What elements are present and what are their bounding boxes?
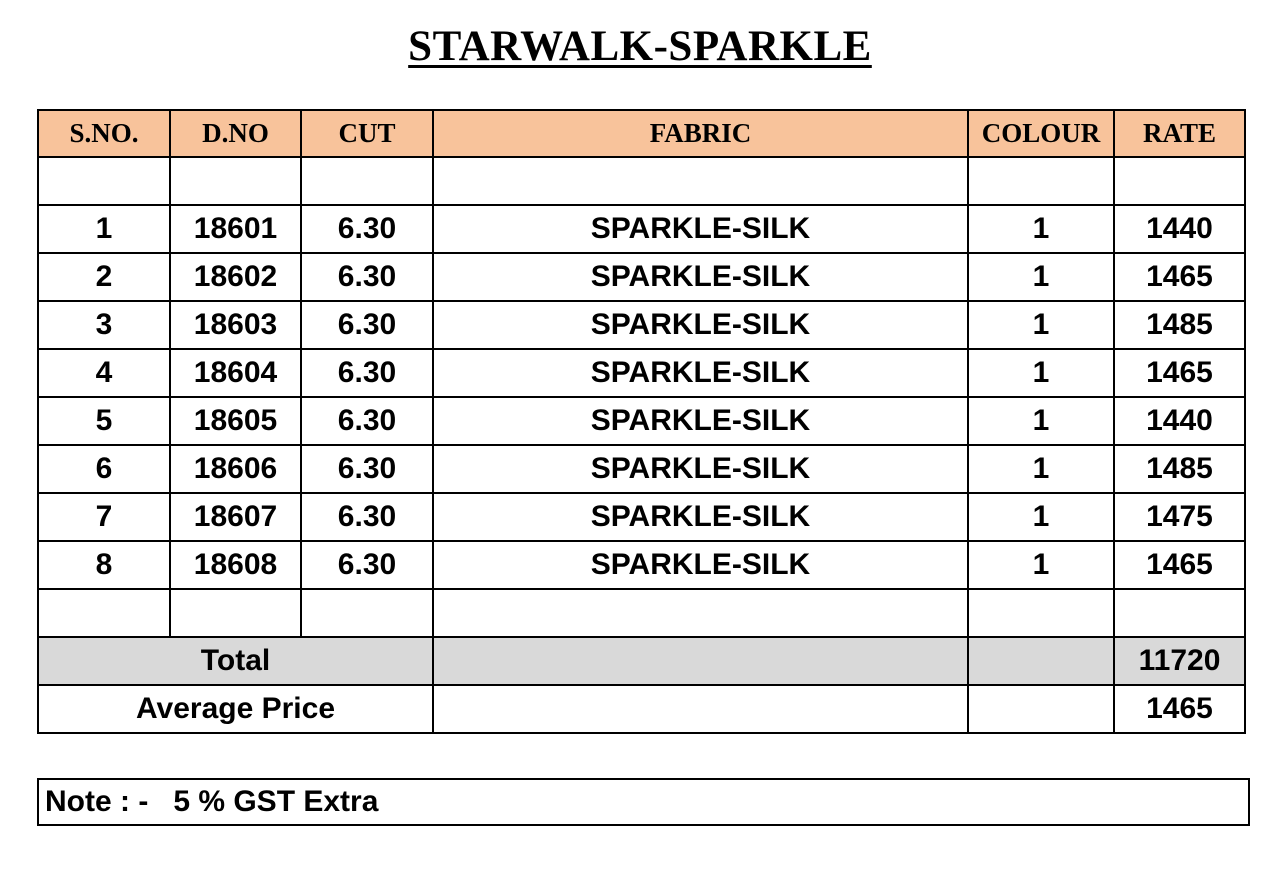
gst-note: Note : - 5 % GST Extra	[37, 778, 1250, 826]
table-header-row	[38, 110, 1245, 157]
header-rate: RATE	[1114, 110, 1245, 157]
title-text: STARWALK-SPARKLE	[408, 23, 872, 70]
cell-fabric: SPARKLE-SILK	[433, 301, 968, 349]
table-row	[38, 493, 1245, 541]
average-fabric-cell	[433, 685, 968, 733]
empty-cell	[38, 157, 170, 205]
header-cut: CUT	[301, 110, 433, 157]
table-row	[38, 445, 1245, 493]
header-sno: S.NO.	[38, 110, 170, 157]
table-row	[38, 205, 1245, 253]
cell-rate: 1465	[1114, 253, 1245, 301]
empty-cell	[170, 157, 301, 205]
cell-dno: 18601	[170, 205, 301, 253]
cell-cut: 6.30	[301, 493, 433, 541]
price-table	[37, 109, 1246, 734]
cell-fabric: SPARKLE-SILK	[433, 205, 968, 253]
cell-colour: 1	[968, 301, 1114, 349]
table-row	[38, 397, 1245, 445]
average-label: Average Price	[38, 685, 433, 733]
cell-cut: 6.30	[301, 205, 433, 253]
cell-colour: 1	[968, 205, 1114, 253]
cell-sno: 7	[38, 493, 170, 541]
cell-dno: 18605	[170, 397, 301, 445]
cell-cut: 6.30	[301, 397, 433, 445]
header-fabric: FABRIC	[433, 110, 968, 157]
total-fabric-cell	[433, 637, 968, 685]
cell-fabric: SPARKLE-SILK	[433, 349, 968, 397]
cell-dno: 18604	[170, 349, 301, 397]
cell-cut: 6.30	[301, 445, 433, 493]
cell-colour: 1	[968, 541, 1114, 589]
cell-rate: 1440	[1114, 397, 1245, 445]
cell-sno: 6	[38, 445, 170, 493]
total-row	[38, 637, 1245, 685]
empty-cell	[301, 157, 433, 205]
cell-sno: 2	[38, 253, 170, 301]
empty-cell	[301, 589, 433, 637]
cell-colour: 1	[968, 253, 1114, 301]
cell-dno: 18606	[170, 445, 301, 493]
cell-fabric: SPARKLE-SILK	[433, 253, 968, 301]
empty-row-bottom	[38, 589, 1245, 637]
cell-rate: 1465	[1114, 349, 1245, 397]
cell-rate: 1485	[1114, 445, 1245, 493]
empty-cell	[170, 589, 301, 637]
cell-cut: 6.30	[301, 253, 433, 301]
cell-sno: 5	[38, 397, 170, 445]
cell-sno: 8	[38, 541, 170, 589]
average-row	[38, 685, 1245, 733]
cell-sno: 1	[38, 205, 170, 253]
total-value: 11720	[1114, 637, 1245, 685]
cell-dno: 18608	[170, 541, 301, 589]
cell-colour: 1	[968, 493, 1114, 541]
empty-cell	[38, 589, 170, 637]
cell-rate: 1465	[1114, 541, 1245, 589]
empty-cell	[968, 589, 1114, 637]
cell-cut: 6.30	[301, 541, 433, 589]
cell-rate: 1475	[1114, 493, 1245, 541]
table-row	[38, 349, 1245, 397]
cell-sno: 4	[38, 349, 170, 397]
cell-colour: 1	[968, 445, 1114, 493]
table-row	[38, 301, 1245, 349]
average-value: 1465	[1114, 685, 1245, 733]
cell-fabric: SPARKLE-SILK	[433, 541, 968, 589]
cell-rate: 1440	[1114, 205, 1245, 253]
cell-sno: 3	[38, 301, 170, 349]
table-row	[38, 253, 1245, 301]
cell-cut: 6.30	[301, 349, 433, 397]
cell-fabric: SPARKLE-SILK	[433, 493, 968, 541]
cell-colour: 1	[968, 397, 1114, 445]
header-colour: COLOUR	[968, 110, 1114, 157]
empty-cell	[1114, 589, 1245, 637]
header-dno: D.NO	[170, 110, 301, 157]
page-title	[0, 20, 1280, 74]
table-row	[38, 541, 1245, 589]
cell-colour: 1	[968, 349, 1114, 397]
empty-cell	[1114, 157, 1245, 205]
total-label: Total	[38, 637, 433, 685]
cell-dno: 18607	[170, 493, 301, 541]
empty-cell	[433, 157, 968, 205]
cell-fabric: SPARKLE-SILK	[433, 397, 968, 445]
empty-cell	[433, 589, 968, 637]
cell-dno: 18602	[170, 253, 301, 301]
empty-row-top	[38, 157, 1245, 205]
cell-cut: 6.30	[301, 301, 433, 349]
cell-dno: 18603	[170, 301, 301, 349]
cell-rate: 1485	[1114, 301, 1245, 349]
cell-fabric: SPARKLE-SILK	[433, 445, 968, 493]
average-colour-cell	[968, 685, 1114, 733]
empty-cell	[968, 157, 1114, 205]
total-colour-cell	[968, 637, 1114, 685]
